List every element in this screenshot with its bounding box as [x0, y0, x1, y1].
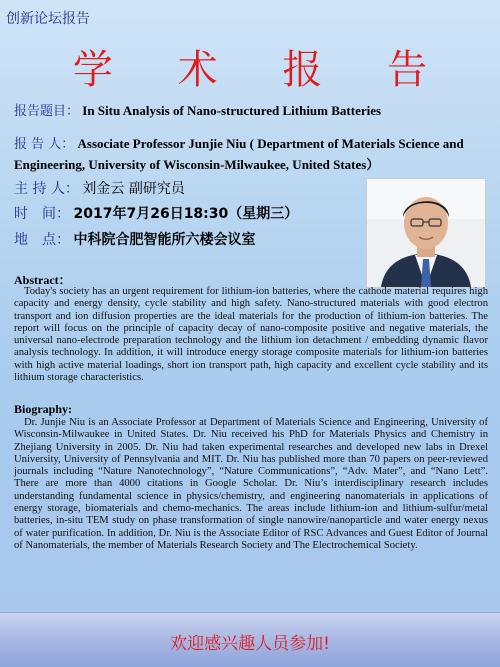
host-row — [14, 179, 185, 200]
speaker-photo — [366, 178, 486, 288]
speaker-value: Associate Professor Junjie Niu ( Department of Materials Science and Engineering, University of Wisconsin-Milwaukee, United States） — [14, 136, 464, 172]
place-value: 中科院合肥智能所六楼会议室 — [73, 232, 256, 248]
place-label: 地 点： — [14, 232, 70, 248]
speaker-row — [14, 134, 492, 175]
header-bar — [0, 0, 500, 34]
place-row — [14, 230, 256, 251]
host-value: 刘金云 副研究员 — [82, 181, 185, 197]
topic-row — [14, 101, 381, 122]
biography-text: Dr. Junjie Niu is an Associate Professor at Department of Materials Science and Engineering, University of Wisconsin-Milwaukee in United States. Dr. Niu received his PhD for Materials Physics and Chemistry in Zhejiang University in 2005. Dr. Niu had taken experimental researches and developed new labs in Drexel University, University of Pennsylvania and MIT. Dr. Niu has published more than 70 papers on peer-reviewed journals including “Nature Nanotechnology”, “Nature Communications”, “Adv. Mater”, and “Nano Lett”. There are more than 4000 citations in Google Scholar. Dr. Niu’s interdisciplinary research includes understanding fundamental science in physics/chemistry, and engineering nanomaterials in applications of energy storage, biomaterials and chemo-mechanics. The areas include lithium-ion and lithium-sulfur/metal batteries, in-situ TEM study on phase transformation of single nanowire/nanoparticle and water energy nexus of water purification. In addition, Dr. Niu is the Associate Editor of RSC Advances and Guest Editor of Journal of Nanomaterials, the member of Materials Research Society and The Electrochemical Society. — [14, 417, 488, 551]
time-row — [14, 204, 298, 225]
abstract-text: Today's society has an urgent requirement for lithium-ion batteries, where the cathode material requires high capacity and energy density, cycle stability and high safety. Nano-structured materials with good electron transport and ion diffusion properties are the ideal materials for the production of lithium-ion batteries. The report will focus on the principle of capacity decay of nano-composite positive and negative materials, the universal nano-electrode preparation technology and the lithium ion detachment / embedding dynamic flavor analysis technology. In addition, it will introduce energy storage composite materials for lithium-ion batteries with high active material loadings, short ion transport path, high capacity and excellent cycle stability and its lithium storage characteristics. — [14, 286, 488, 384]
page-title: 学 术 报 告 — [72, 47, 454, 93]
time-label: 时 间： — [14, 206, 70, 222]
biography-heading: Biography: — [14, 402, 73, 416]
time-value: 2017年7月26日18:30（星期三） — [73, 206, 299, 222]
welcome-message: 欢迎感兴趣人员参加! — [170, 634, 330, 654]
topic-label: 报告题目： — [14, 104, 80, 119]
forum-label: 创新论坛报告 — [6, 11, 90, 27]
host-label: 主 持 人： — [14, 181, 79, 197]
topic-value: In Situ Analysis of Nano-structured Lithium Batteries — [82, 103, 382, 118]
abstract-heading: Abstract： — [14, 273, 71, 287]
footer-banner — [0, 612, 500, 667]
speaker-label: 报 告 人： — [14, 137, 75, 152]
portrait-image — [367, 179, 485, 287]
